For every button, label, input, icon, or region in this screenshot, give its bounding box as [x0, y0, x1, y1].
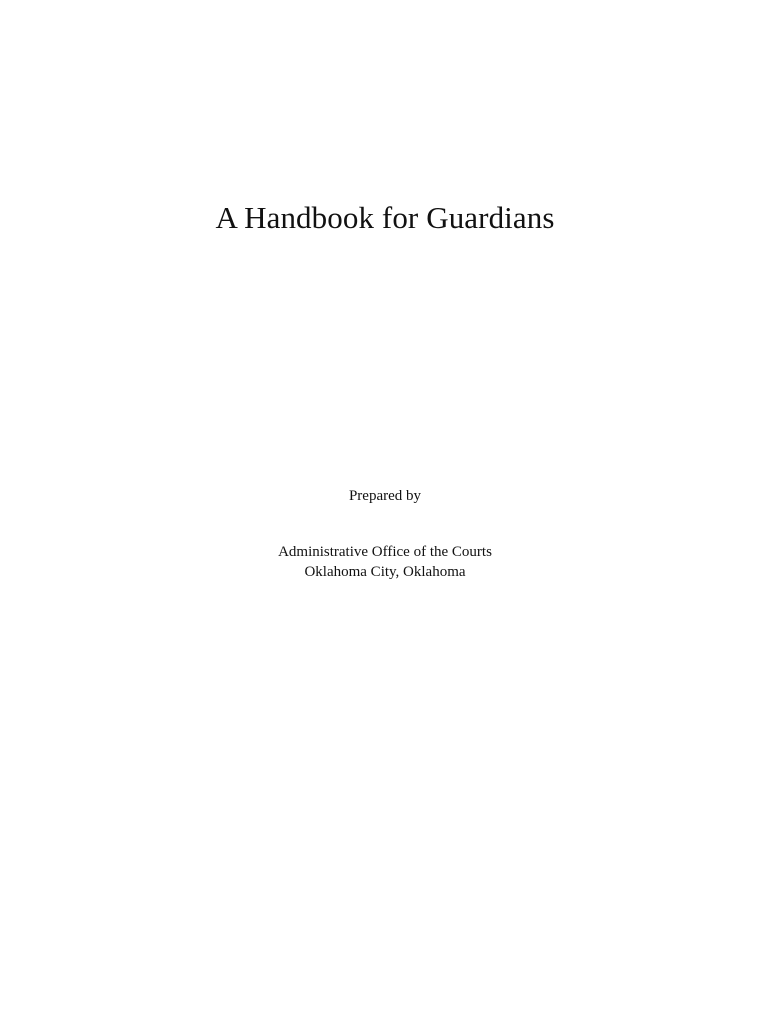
organization-name: Administrative Office of the Courts: [278, 544, 492, 560]
organization-location: Oklahoma City, Oklahoma: [304, 564, 466, 580]
prepared-by-label: Prepared by: [348, 488, 422, 504]
document-title: A Handbook for Guardians: [215, 200, 555, 235]
organization-block: [0, 542, 770, 582]
